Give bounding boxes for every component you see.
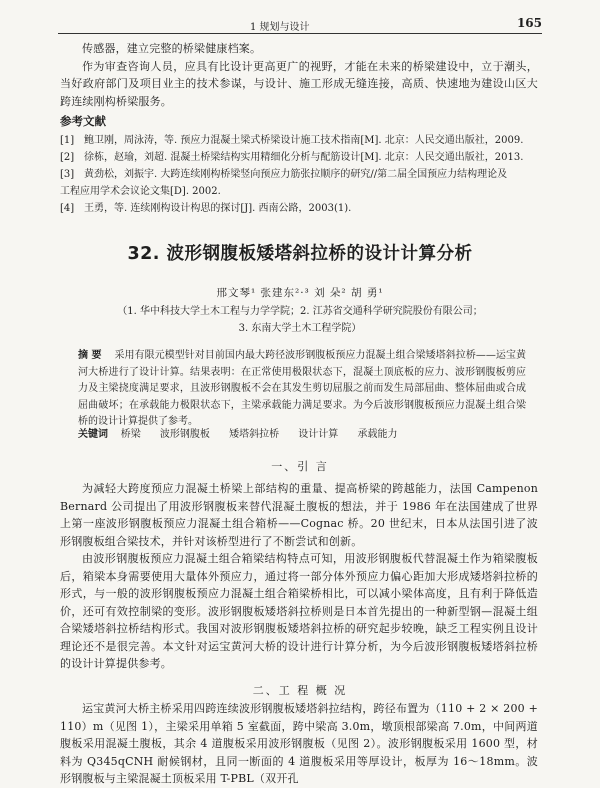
affiliation-line: 3. 东南大学土木工程学院）: [238, 323, 362, 334]
reference-item: [3] 黄劲松，刘振宇. 大跨连续刚构桥梁竖向预应力筋张拉顺序的研究//第二届全国预应力结构理论及: [60, 169, 508, 180]
affiliation-line: （1. 华中科技大学土木工程与力学学院；2. 江苏省交通科学研究院股份有限公司；: [117, 306, 483, 317]
reference-item: [1] 鲍卫刚，周泳涛，等. 预应力混凝土梁式桥梁设计施工技术指南[M]. 北京：人民交通出版社，2009.: [60, 135, 524, 146]
page-number: 165: [516, 16, 542, 30]
intro-text: [60, 40, 538, 110]
keyword: 波形钢腹板: [159, 429, 210, 440]
article-title: 32. 波形钢腹板矮塔斜拉桥的设计计算分析: [127, 244, 473, 264]
reference-item: [4] 王勇，等. 连续刚构设计构思的探讨[J]. 西南公路，2003(1).: [60, 203, 352, 214]
references-list: [60, 132, 540, 217]
keyword: 矮塔斜拉桥: [229, 429, 280, 440]
reference-item: [2] 徐栋，赵瑜，刘超. 混凝土桥梁结构实用精细化分析与配筋设计[M]. 北京：人民交通出版社，2013.: [60, 152, 524, 163]
keywords-label: 关键词: [78, 429, 108, 440]
keyword: 桥梁: [120, 429, 141, 440]
keyword: 设计计算: [298, 429, 339, 440]
author-affiliations: [0, 303, 600, 337]
journal-section: 1 规划与设计: [250, 22, 310, 33]
header-rule: [58, 33, 542, 34]
references-heading: 参考文献: [60, 114, 106, 128]
abstract: [78, 348, 526, 431]
section1-text: [60, 480, 538, 673]
reference-item-continuation: 工程应用学术会议论文集[D]. 2002.: [60, 186, 221, 197]
abstract-label: 摘 要: [78, 350, 102, 361]
article-authors: 邢文琴¹ 张建东²·³ 刘 朵² 胡 勇¹: [216, 287, 384, 299]
abstract-text: 采用有限元模型针对目前国内最大跨径波形钢腹板预应力混凝土组合梁矮塔斜拉桥——运宝黄河大桥进行了设计计算。结果表明：在正常使用极限状态下，混凝土顶底板的应力、波形钢腹板剪应力及主梁挠度满足要求，且波形钢腹板不会在其发生剪切屈服之前而发生局部屈曲、整体屈曲或合成屈曲破坏；在承载能力极限状态下，主梁承载能力满足要求。为今后波形钢腹板预应力混凝土组合梁桥的设计计算提供了参考。: [78, 350, 526, 427]
keyword: 承载能力: [357, 429, 398, 440]
section1-paragraph: 由波形钢腹板预应力混凝土组合箱梁结构特点可知，用波形钢腹板代替混凝土作为箱梁腹板后，箱梁本身需要使用大量体外预应力，通过将一部分体外预应力偏心距加大形成矮塔斜拉桥的形式，与一般的波形钢腹板预应力混凝土组合箱梁桥相比，可以减小梁体高度，且有利于降低造价，还可有效控制梁的变形。波形钢腹板矮塔斜拉桥则是日本首先提出的一种新型钢—混凝土组合梁矮塔斜拉桥结构形式。我国对波形钢腹板矮塔斜拉桥的研究起步较晚，缺乏工程实例且设计理论还不是很完善。本文针对运宝黄河大桥的设计进行计算分析，为今后波形钢腹板矮塔斜拉桥的设计计算提供参考。: [60, 552, 538, 670]
section1-paragraph: 为减轻大跨度预应力混凝土桥梁上部结构的重量、提高桥梁的跨越能力，法国 Campenon Bernard 公司提出了用波形钢腹板来替代混凝土腹板的想法，并于 1986 年在法国建成了世界上第一座波形钢腹板预应力混凝土组合箱桥——Cognac 桥。20 世纪末，日本从法国引进了波形钢腹板组合梁技术，并针对该桥型进行了不断尝试和创新。: [60, 482, 538, 548]
section2-paragraph: 运宝黄河大桥主桥采用四跨连续波形钢腹板矮塔斜拉结构，跨径布置为（110 + 2 × 200 + 110）m（见图 1），主梁采用单箱 5 室截面，跨中梁高 3.0m，墩顶根部梁高 7.0m，中间两道腹板采用混凝土腹板，其余 4 道腹板采用波形钢腹板（见图 2）。波形钢腹板采用 1600 型，材料为 Q345qCNH 耐候钢材，且同一断面的 4 道腹板采用等厚设计，板厚为 16～18mm。波形钢腹板与主梁混凝土顶板采用 T-PBL（双开孔: [60, 702, 538, 785]
keywords: [78, 427, 526, 443]
intro-paragraph-2: 作为审查咨询人员，应具有比设计更高更广的视野，才能在未来的桥梁建设中，立于潮头，当好政府部门及项目业主的技术参谋，与设计、施工形成无缝连接，高质、快速地为建设山区大跨连续刚构桥梁服务。: [60, 59, 538, 108]
section2-text: [60, 700, 538, 788]
running-header: [0, 10, 600, 32]
section-heading-introduction: 一、引 言: [271, 460, 329, 473]
section-heading-overview: 二、工 程 概 况: [252, 684, 348, 697]
intro-paragraph-1: 传感器，建立完整的桥梁健康档案。: [82, 42, 262, 55]
